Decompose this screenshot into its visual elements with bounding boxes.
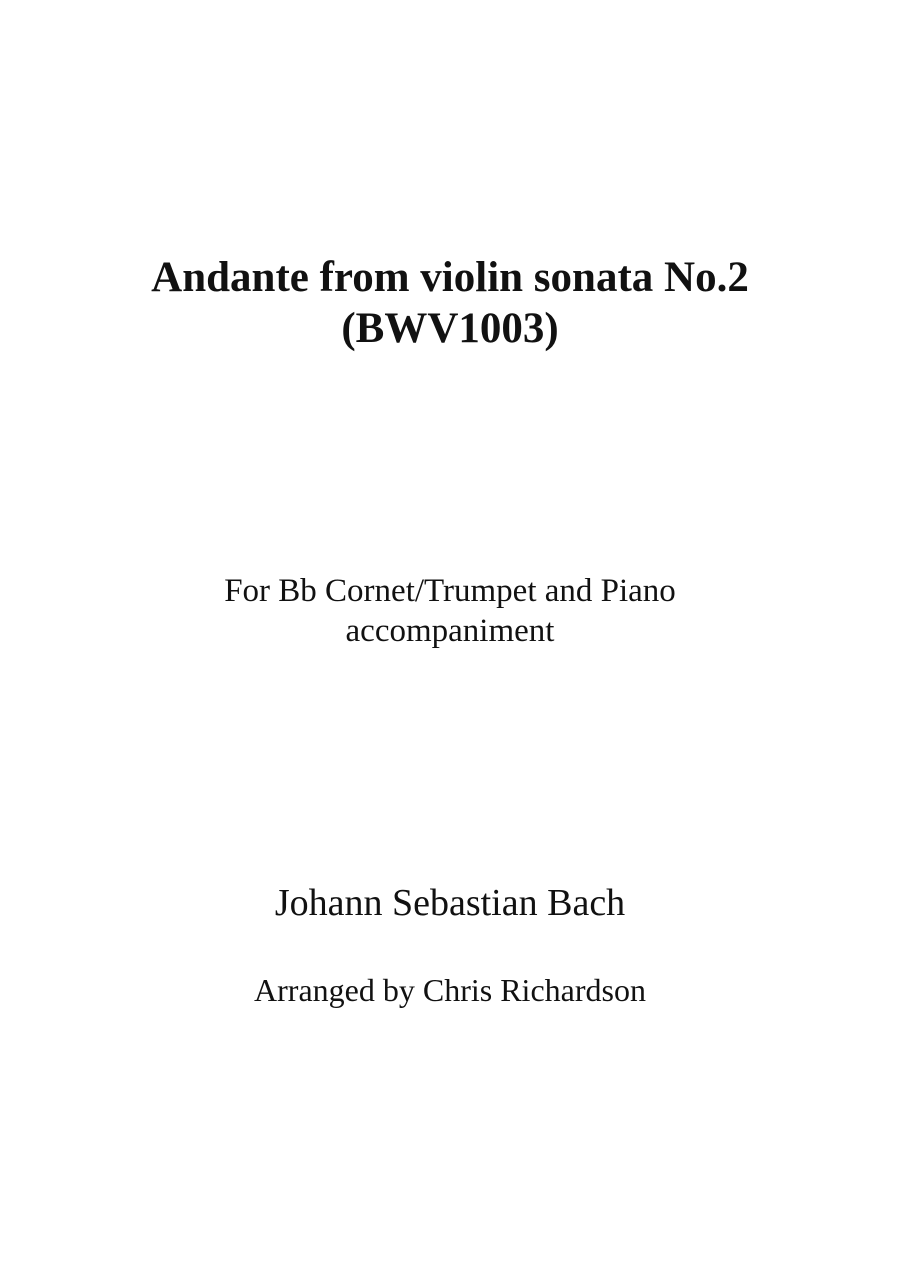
arranger-credit: Arranged by Chris Richardson <box>254 972 646 1008</box>
composer-name: Johann Sebastian Bach <box>274 882 626 924</box>
instrumentation-line-2: accompaniment <box>345 613 555 649</box>
piece-title <box>0 252 900 354</box>
piece-title-line-1: Andante from violin sonata No.2 <box>151 254 749 301</box>
instrumentation-subtitle <box>0 571 900 651</box>
piece-title-line-2: (BWV1003) <box>341 305 559 352</box>
instrumentation-line-1: For Bb Cornet/Trumpet and Piano <box>224 573 676 609</box>
